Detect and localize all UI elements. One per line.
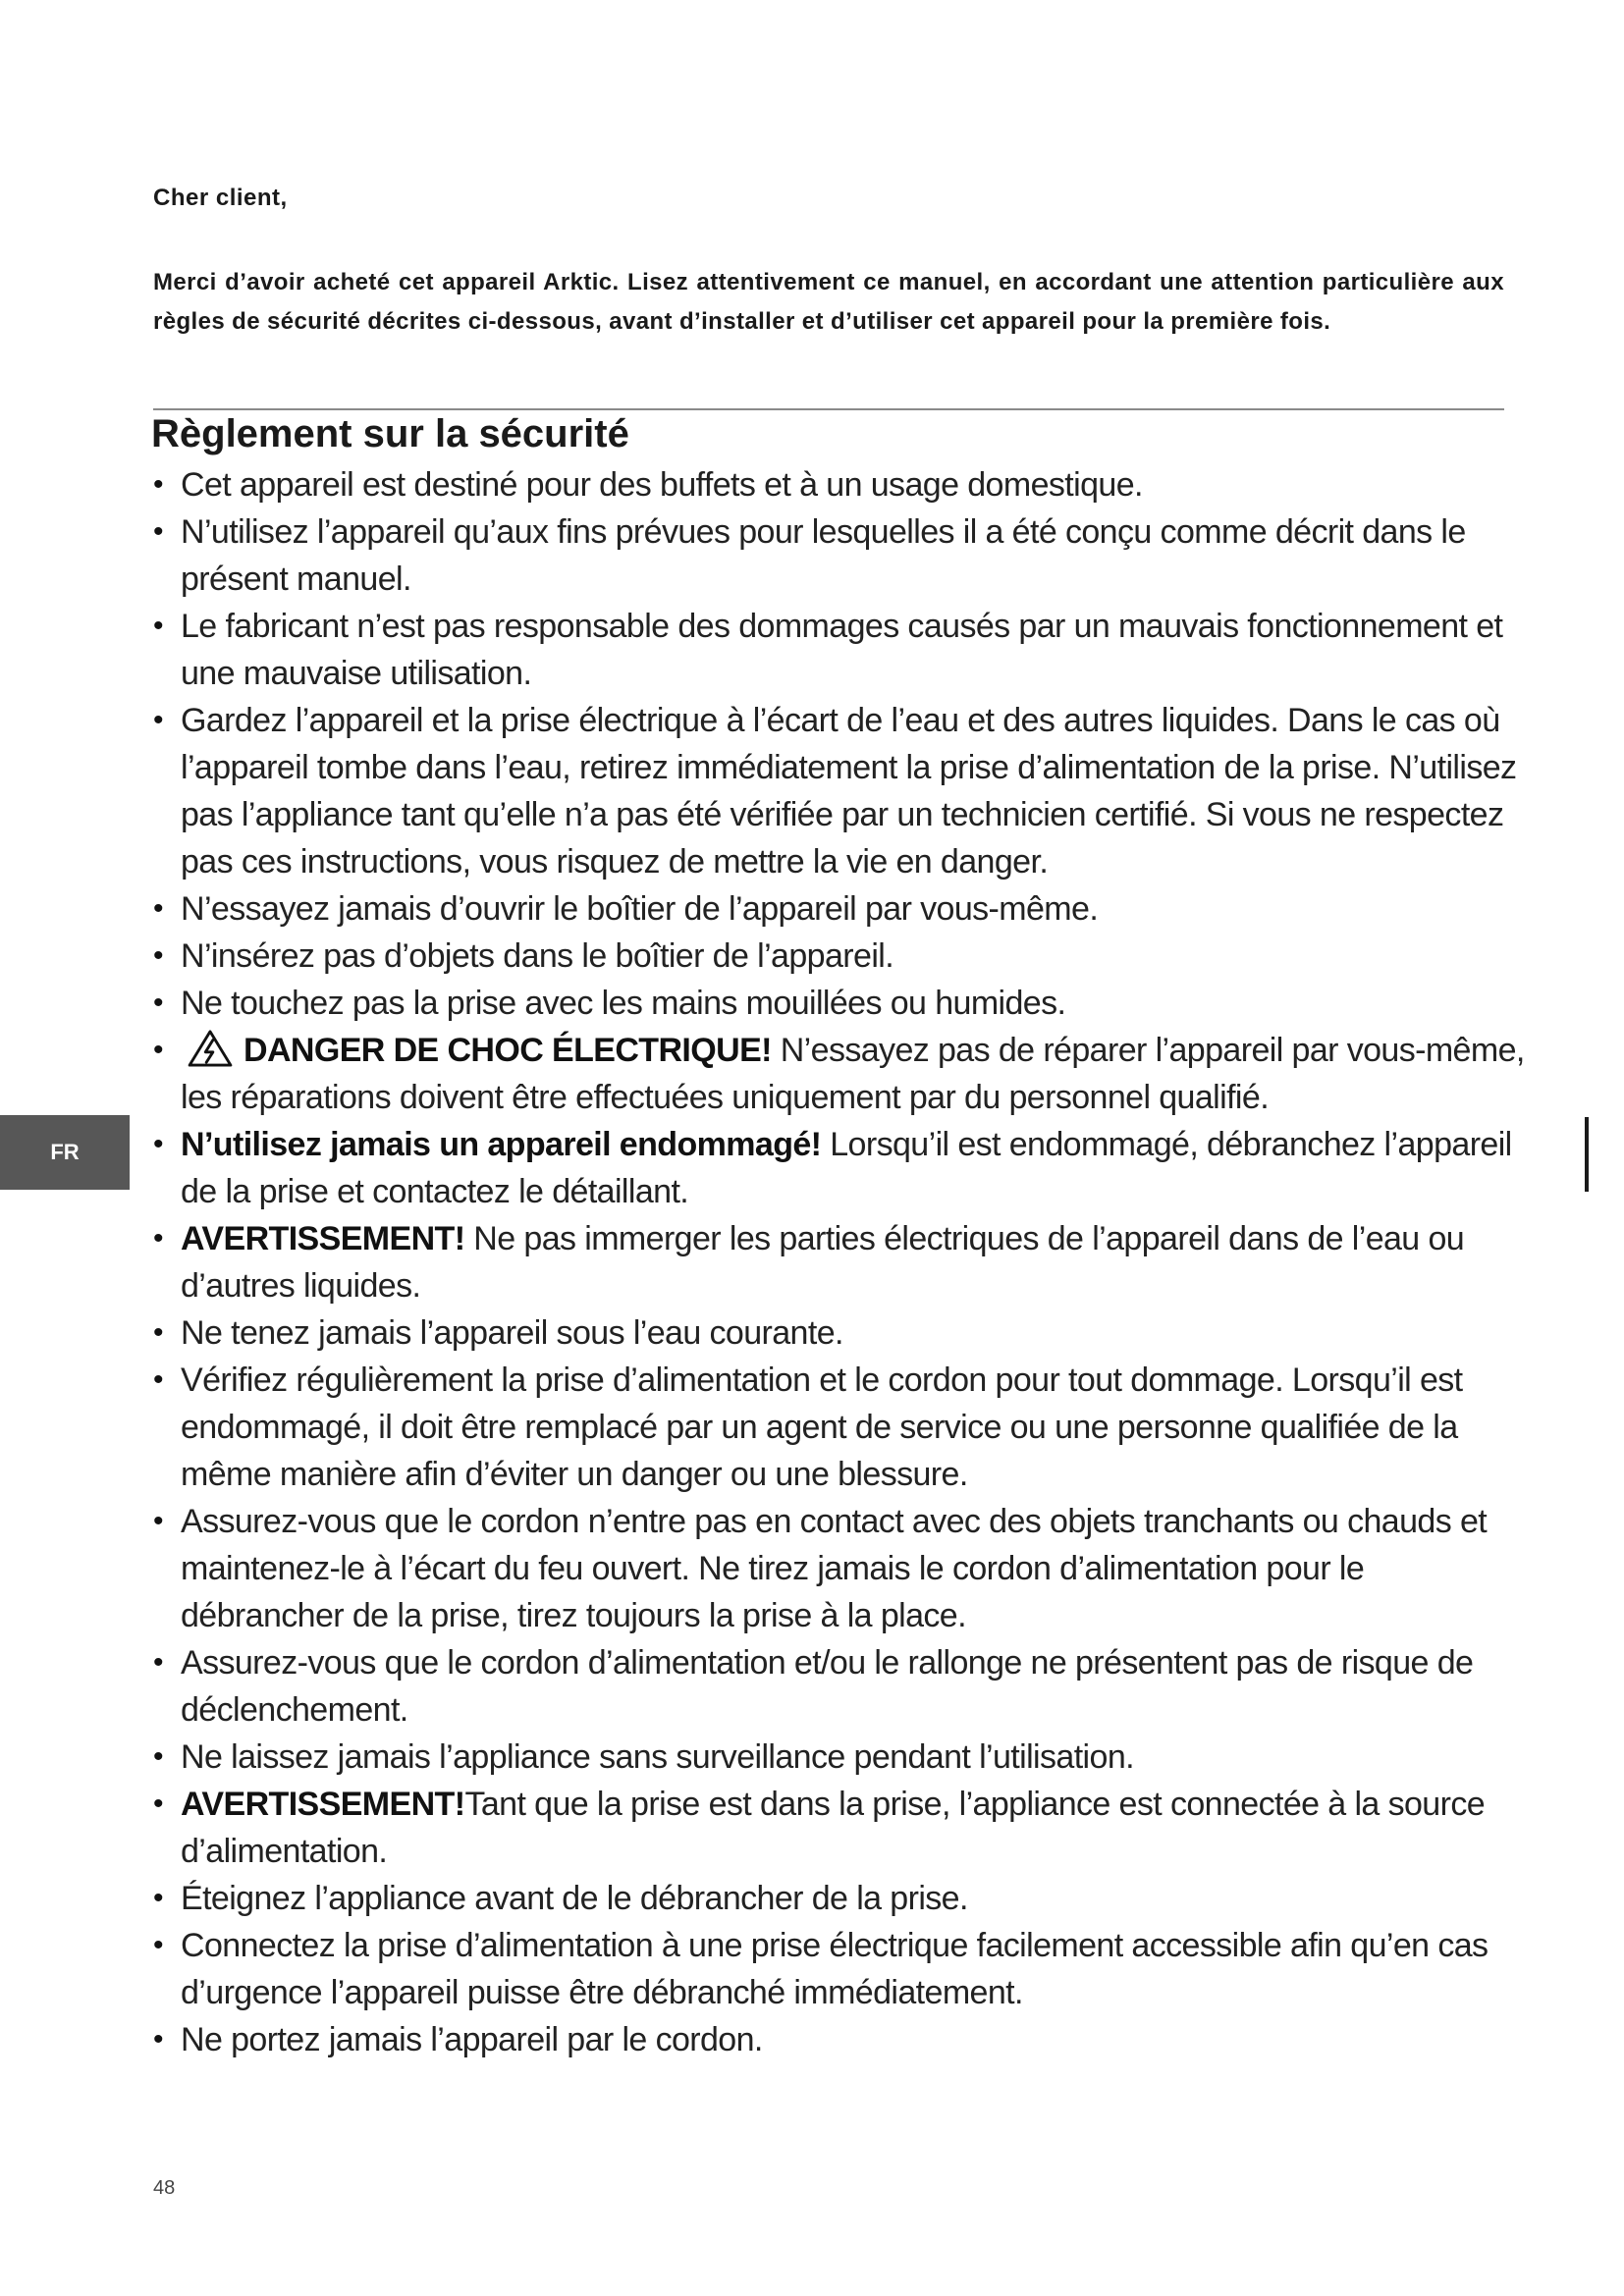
bullet: • xyxy=(153,1646,164,1679)
rule-item xyxy=(153,933,1528,980)
bullet: • xyxy=(153,987,164,1019)
rule-text: Assurez-vous que le cordon d’alimentation et/ou le rallonge ne présentent pas de risque de déclenchement. xyxy=(181,1644,1474,1729)
rule-item xyxy=(153,2016,1528,2063)
rule-text: N’utilisez l’appareil qu’aux fins prévues pour lesquelles il a été conçu comme décrit dans le présent manuel. xyxy=(181,513,1466,598)
bullet: • xyxy=(153,1929,164,1961)
rule-item xyxy=(153,508,1528,603)
rule-lead: AVERTISSEMENT! xyxy=(181,1786,465,1823)
rule-text: Connectez la prise d’alimentation à une prise électrique facilement accessible afin qu’en cas d’urgence l’appareil puisse être débranché immédiatement. xyxy=(181,1927,1489,2011)
rule-text: Lorsqu’il est endommagé, débranchez l’appareil de la prise et contactez le détaillant. xyxy=(181,1126,1512,1210)
bullet: • xyxy=(153,1788,164,1820)
rule-lead: DANGER DE CHOC ÉLECTRIQUE! xyxy=(244,1032,772,1069)
rule-text: Ne portez jamais l’appareil par le cordon. xyxy=(181,2021,763,2058)
bullet: • xyxy=(153,1034,164,1066)
greeting: Cher client, xyxy=(153,185,288,211)
rule-text: N’essayez jamais d’ouvrir le boîtier de l’appareil par vous-même. xyxy=(181,890,1099,928)
bullet: • xyxy=(153,939,164,972)
bullet: • xyxy=(153,1505,164,1537)
rule-text: Ne tenez jamais l’appareil sous l’eau courante. xyxy=(181,1314,843,1352)
section-divider xyxy=(153,408,1504,410)
rule-item xyxy=(153,1781,1528,1875)
rule-text: N’essayez pas de réparer l’appareil par vous-même, les réparations doivent être effectuées uniquement par du personnel qualifié. xyxy=(181,1032,1525,1116)
rule-text: Le fabricant n’est pas responsable des dommages causés par un mauvais fonctionnement et une mauvaise utilisation. xyxy=(181,608,1503,692)
rule-text: Ne touchez pas la prise avec les mains mouillées ou humides. xyxy=(181,985,1066,1022)
rule-text: N’insérez pas d’objets dans le boîtier de l’appareil. xyxy=(181,937,894,975)
bullet: • xyxy=(153,1740,164,1773)
rule-item xyxy=(153,603,1528,697)
section-title: Règlement sur la sécurité xyxy=(151,412,629,455)
margin-marker-bar xyxy=(1585,1117,1589,1192)
rule-item xyxy=(153,1498,1528,1639)
rule-text: Gardez l’appareil et la prise électrique à l’écart de l’eau et des autres liquides. Dans le cas où l’appareil tombe dans l’eau, retirez immédiatement la prise d’alimentation de la prise. N’utilisez pas l’appliance tant qu’elle n’a pas été vérifiée par un technicien certifié. Si vous ne respectez pas ces instructions, vous risquez de mettre la vie en danger. xyxy=(181,702,1517,881)
rule-lead: N’utilisez jamais un appareil endommagé! xyxy=(181,1126,822,1163)
rule-item xyxy=(153,1357,1528,1498)
rule-text: Assurez-vous que le cordon n’entre pas en contact avec des objets tranchants ou chauds et maintenez-le à l’écart du feu ouvert. Ne tirez jamais le cordon d’alimentation pour le débrancher de la prise, tirez toujours la prise à la place. xyxy=(181,1503,1488,1634)
rule-text: Ne pas immerger les parties électriques de l’appareil dans de l’eau ou d’autres liquides. xyxy=(181,1220,1465,1305)
page-number: 48 xyxy=(153,2177,176,2199)
rule-item xyxy=(153,1734,1528,1781)
electric-shock-warning-icon xyxy=(187,1030,234,1067)
rule-item xyxy=(153,1922,1528,2016)
bullet: • xyxy=(153,1363,164,1396)
rule-text: Cet appareil est destiné pour des buffets et à un usage domestique. xyxy=(181,466,1143,504)
intro-paragraph: Merci d’avoir acheté cet appareil Arktic. Lisez attentivement ce manuel, en accordant une attention particulière aux règles de sécurité décrites ci-dessous, avant d’installer et d’utiliser cet appareil pour la première fois. xyxy=(153,269,1504,335)
bullet: • xyxy=(153,2023,164,2056)
bullet: • xyxy=(153,1882,164,1914)
rule-item xyxy=(153,697,1528,885)
bullet: • xyxy=(153,1316,164,1349)
rule-item-electric-shock xyxy=(153,1027,1528,1121)
rule-item xyxy=(153,1639,1528,1734)
rule-item xyxy=(153,1309,1528,1357)
rule-text: Éteignez l’appliance avant de le débrancher de la prise. xyxy=(181,1880,968,1917)
bullet: • xyxy=(153,704,164,736)
rule-item xyxy=(153,1121,1528,1215)
rule-item xyxy=(153,1875,1528,1922)
bullet: • xyxy=(153,610,164,642)
rule-text: Ne laissez jamais l’appliance sans surveillance pendant l’utilisation. xyxy=(181,1738,1134,1776)
bullet: • xyxy=(153,515,164,548)
bullet: • xyxy=(153,1128,164,1160)
rule-item xyxy=(153,1215,1528,1309)
rule-item xyxy=(153,980,1528,1027)
rule-text: Tant que la prise est dans la prise, l’appliance est connectée à la source d’alimentation. xyxy=(181,1786,1486,1870)
rule-item xyxy=(153,461,1528,508)
rule-item xyxy=(153,885,1528,933)
language-tab: FR xyxy=(0,1115,130,1190)
bullet: • xyxy=(153,1222,164,1255)
rule-lead: AVERTISSEMENT! xyxy=(181,1220,465,1257)
bullet: • xyxy=(153,892,164,925)
bullet: • xyxy=(153,468,164,501)
safety-rules-list xyxy=(153,461,1528,2063)
rule-text: Vérifiez régulièrement la prise d’alimentation et le cordon pour tout dommage. Lorsqu’il est endommagé, il doit être remplacé par un agent de service ou une personne qualifiée de la même manière afin d’éviter un danger ou une blessure. xyxy=(181,1362,1463,1493)
